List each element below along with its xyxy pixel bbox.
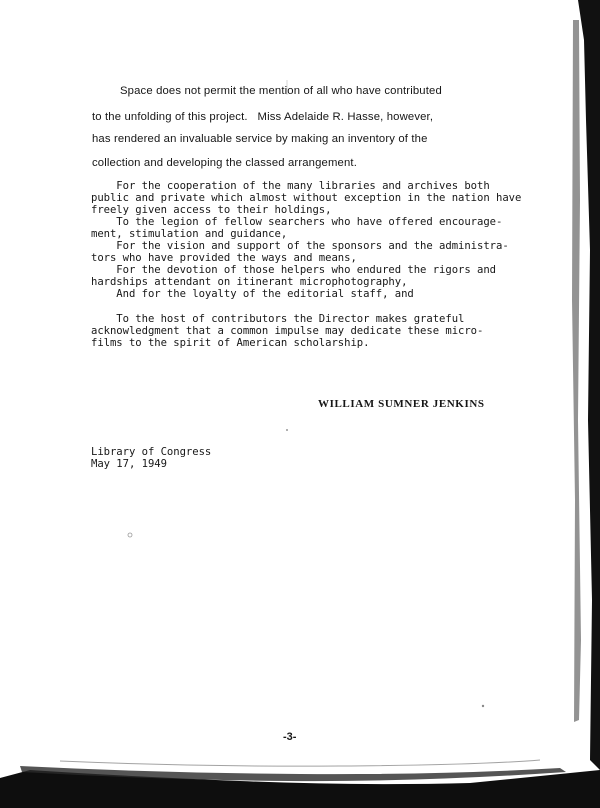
intro-line: Space does not permit the mention of all who have contributed (120, 85, 442, 97)
intro-line: collection and developing the classed arrangement. (92, 157, 357, 169)
intro-line: to the unfolding of this project. Miss Adelaide R. Hasse, however, (92, 111, 434, 123)
thanks-line: For the vision and support of the sponsors and the administra- (91, 240, 509, 252)
thanks-line: To the legion of fellow searchers who have offered encourage- (91, 216, 503, 228)
intro-line: has rendered an invaluable service by making an inventory of the (92, 133, 428, 145)
closing-line: films to the spirit of American scholarship. (91, 337, 370, 349)
thanks-line: freely given access to their holdings, (91, 204, 332, 216)
thanks-line: hardships attendant on itinerant microphotography, (91, 276, 408, 288)
page-number: -3- (283, 731, 297, 743)
thanks-line: ment, stimulation and guidance, (91, 228, 288, 240)
thanks-line: public and private which almost without exception in the nation have (91, 192, 522, 204)
thanks-line: And for the loyalty of the editorial staff, and (91, 288, 414, 300)
place-line: Library of Congress (91, 446, 212, 458)
thanks-line: tors who have provided the ways and means, (91, 252, 357, 264)
closing-line: To the host of contributors the Director makes grateful (91, 313, 465, 325)
closing-line: acknowledgment that a common impulse may dedicate these micro- (91, 325, 484, 337)
thanks-line: For the cooperation of the many libraries and archives both (91, 180, 490, 192)
signature: WILLIAM SUMNER JENKINS (318, 398, 485, 410)
thanks-line: For the devotion of those helpers who endured the rigors and (91, 264, 496, 276)
date-line: May 17, 1949 (91, 458, 167, 470)
